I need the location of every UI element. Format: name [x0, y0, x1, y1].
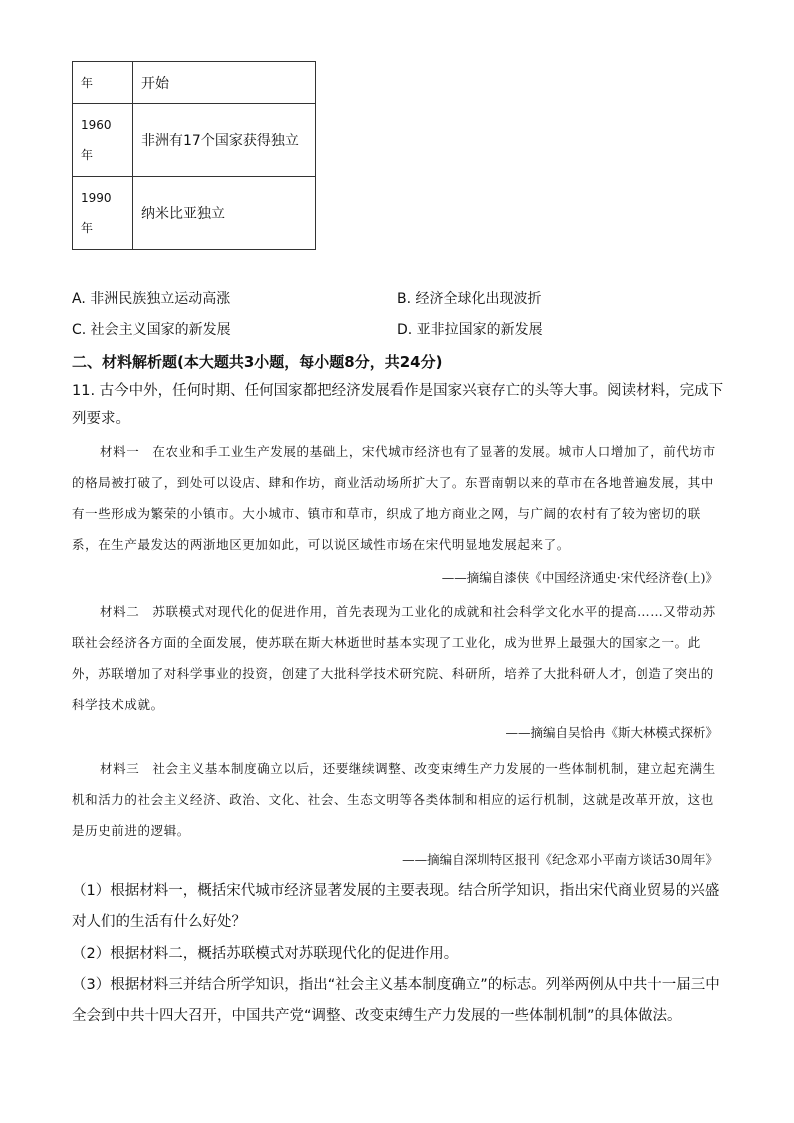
option-a[interactable]: A. 非洲民族独立运动高涨	[72, 291, 231, 307]
source-three: ——摘编自深圳特区报刊《纪念邓小平南方谈话30周年》	[402, 852, 718, 867]
event-cell: 开始	[133, 62, 316, 104]
table-row	[73, 62, 316, 104]
question-stem: 11. 古今中外，任何时期、任何国家都把经济发展看作是国家兴衰存亡的头等大事。阅读材料，完成下列要求。	[72, 383, 724, 427]
material-two: 材料二 苏联模式对现代化的促进作用，首先表现为工业化的成就和社会科学文化水平的提高……又带动苏联社会经济各方面的全面发展，使苏联在斯大林逝世时基本实现了工业化，成为世界上最强大的国家之一。此外，苏联增加了对科学事业的投资，创建了大批科学技术研究院、科研所，培养了大批科研人才，创造了突出的科学技术成就。	[72, 604, 716, 712]
year-number: 1990	[81, 191, 112, 205]
material-three: 材料三 社会主义基本制度确立以后，还要继续调整、改变束缚生产力发展的一些体制机制，建立起充满生机和活力的社会主义经济、政治、文化、社会、生态文明等各类体制和相应的运行机制，这就是改革开放，这也是历史前进的逻辑。	[72, 761, 716, 838]
event-cell: 纳米比亚独立	[133, 177, 316, 250]
table-row	[73, 104, 316, 177]
year-number: 1960	[81, 118, 112, 132]
sub-question-3: （3）根据材料三并结合所学知识，指出“社会主义基本制度确立”的标志。列举两例从中共十一届三中全会到中共十四大召开，中国共产党“调整、改变束缚生产力发展的一些体制机制”的具体做法。	[72, 977, 720, 1024]
table-row	[73, 177, 316, 250]
year-cell	[73, 177, 133, 250]
material-one: 材料一 在农业和手工业生产发展的基础上，宋代城市经济也有了显著的发展。城市人口增加了，前代坊市的格局被打破了，到处可以设店、肆和作坊，商业活动场所扩大了。东晋南朝以来的草市在各地普遍发展，其中有一些形成为繁荣的小镇市。大小城市、镇市和草市，织成了地方商业之网，与广阔的农村有了较为密切的联系，在生产最发达的两浙地区更加如此，可以说区域性市场在宋代明显地发展起来了。	[72, 444, 716, 552]
option-d[interactable]: D. 亚非拉国家的新发展	[397, 322, 543, 338]
event-cell: 非洲有17个国家获得独立	[133, 104, 316, 177]
year-cell	[73, 104, 133, 177]
source-one: ——摘编自漆侠《中国经济通史·宋代经济卷(上)》	[441, 570, 718, 585]
year-cell: 年	[73, 62, 133, 104]
option-c[interactable]: C. 社会主义国家的新发展	[72, 322, 231, 338]
sub-question-2: （2）根据材料二，概括苏联模式对苏联现代化的促进作用。	[72, 946, 459, 962]
section-title: 二、材料解析题(本大题共3小题，每小题8分，共24分)	[72, 353, 443, 371]
year-unit: 年	[81, 148, 94, 162]
year-unit: 年	[81, 221, 94, 235]
sub-question-1: （1）根据材料一，概括宋代城市经济显著发展的主要表现。结合所学知识，指出宋代商业贸易的兴盛对人们的生活有什么好处？	[72, 883, 720, 930]
timeline-table	[72, 61, 316, 250]
source-two: ——摘编自吴恰冉《斯大林模式探析》	[505, 725, 718, 740]
option-b[interactable]: B. 经济全球化出现波折	[397, 291, 542, 307]
